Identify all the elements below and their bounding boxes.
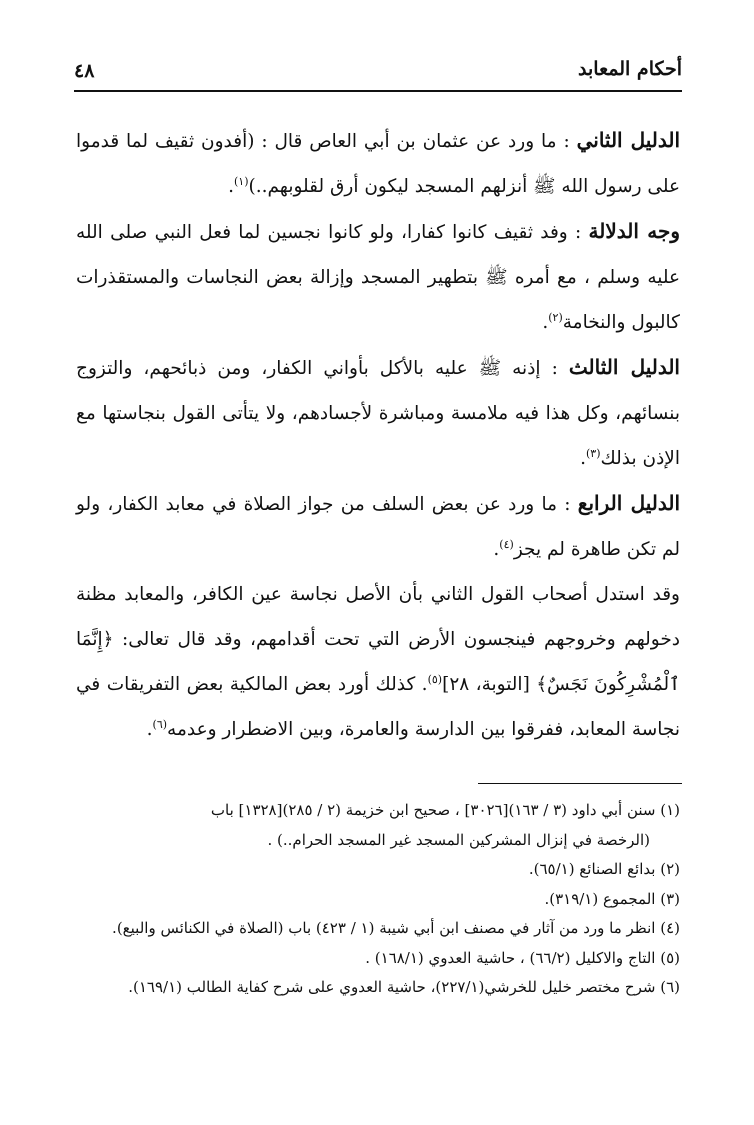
footnote-5: (٥) التاج والاكليل (٦٦/٢) ، حاشية العدوي (١٦٨/١) . <box>365 948 680 967</box>
paragraph-evidence-3 <box>76 345 680 481</box>
footnote-1-continued: (الرخصة في إنزال المشركين المسجد غير المسجد الحرام..) . <box>267 830 650 849</box>
footnote-ref: (٥) <box>427 672 443 686</box>
footnote-ref: (٢) <box>548 310 563 324</box>
paragraph-evidence-4 <box>76 481 680 572</box>
paragraph-tail: . <box>542 312 549 333</box>
paragraph-tail: . <box>580 448 586 469</box>
footnote-3: (٣) المجموع (٣١٩/١). <box>544 889 680 908</box>
paragraph-heading: الدليل الثالث <box>568 355 680 379</box>
paragraph-text: : إذنه ﷺ عليه بالأكل بأواني الكفار، ومن ذبائحهم، والتزوج بنسائهم، وكل هذا فيه ملامسة ومباشرة لأجسادهم، ولا يتأتى القول بنجاستها مع الإذن بذلك <box>76 358 680 469</box>
footnote-ref: (١) <box>234 174 249 188</box>
running-header <box>74 52 682 92</box>
paragraph-heading: الدليل الثاني <box>576 128 681 152</box>
paragraph-tail: . <box>228 176 234 197</box>
header-rule <box>74 90 682 92</box>
paragraph-text-continued: . كذلك أورد بعض المالكية بعض التفريقات في نجاسة المعابد، ففرقوا بين الدارسة والعامرة، وبين الاضطرار وعدمه <box>76 674 680 740</box>
paragraph-tail: . <box>493 539 500 560</box>
paragraph-inference <box>76 209 680 345</box>
paragraph-evidence-2 <box>76 118 680 209</box>
paragraph-tail: . <box>146 719 153 740</box>
footnote-ref: (٤) <box>499 537 514 551</box>
footnote-2: (٢) بدائع الصنائع (٦٥/١). <box>528 860 680 878</box>
paragraph-second-opinion <box>76 572 680 752</box>
footnote-separator <box>478 783 682 784</box>
paragraph-text: : ما ورد عن عثمان بن أبي العاص قال : (أفدون ثقيف لما قدموا على رسول الله ﷺ أنزلهم المسجد ليكون أرق لقلوبهم..) <box>76 131 680 197</box>
footnote-ref: (٦) <box>152 717 168 731</box>
main-text <box>76 118 680 752</box>
paragraph-text: : ما ورد عن بعض السلف من جواز الصلاة في معابد الكفار، ولو لم تكن طاهرة لم يجز <box>76 494 680 560</box>
footnote-6: (٦) شرح مختصر خليل للخرشي(٢٢٧/١)، حاشية العدوي على شرح كفاية الطالب (١٦٩/١). <box>128 978 680 996</box>
paragraph-text: : وفد ثقيف كانوا كفارا، ولو كانوا نجسين لما فعل النبي صلى الله عليه وسلم ، مع أمره ﷺ بتطهير المسجد وإزالة بعض النجاسات والمستقذرات كالبول والنخامة <box>76 222 680 333</box>
running-title: أحكام المعابد <box>578 58 682 80</box>
footnote-ref: (٣) <box>586 446 601 460</box>
paragraph-heading: وجه الدلالة <box>588 219 681 243</box>
paragraph-heading: الدليل الرابع <box>577 491 681 515</box>
footnote-1: (١) سنن أبي داود (٣ / ١٦٣)[٣٠٢٦] ، صحيح ابن خزيمة (٢ / ٢٨٥)[١٣٢٨] باب <box>210 801 680 819</box>
paragraph-text: وقد استدل أصحاب القول الثاني بأن الأصل نجاسة عين الكافر، والمعابد مظنة دخولهم وخروجهم فينجسون الأرض التي تحت أقدامهم، وقد قال تعالى: ﴿إِنَّمَا ٱلْمُشْرِكُونَ نَجَسٌ﴾ [التوبة، ٢٨] <box>76 584 680 695</box>
footnotes <box>76 796 680 1003</box>
footnote-4: (٤) انظر ما ورد من آثار في مصنف ابن أبي شيبة (١ / ٤٢٣) باب (الصلاة في الكنائس والبيع). <box>112 919 680 937</box>
page-number: ٤٨ <box>74 60 95 82</box>
